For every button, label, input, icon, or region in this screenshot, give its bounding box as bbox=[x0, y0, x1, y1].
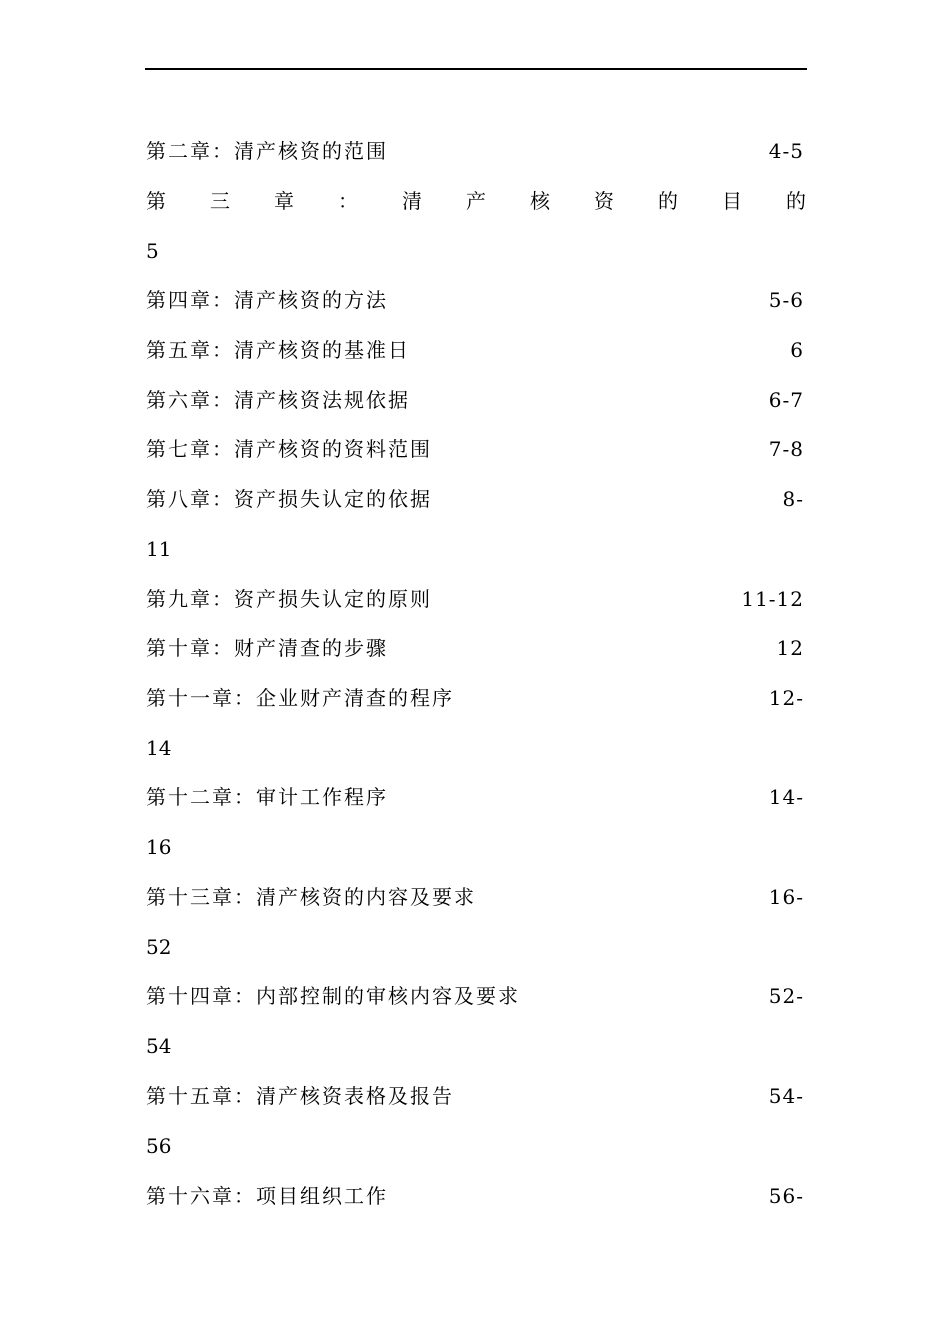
toc-entry-ch7[interactable] bbox=[146, 434, 806, 464]
toc-entry-ch15[interactable] bbox=[146, 1081, 806, 1111]
toc-entry-title: 第十六章：项目组织工作 bbox=[146, 1184, 388, 1208]
toc-entry-char: 的 bbox=[786, 189, 806, 213]
toc-entry-title: 第六章：清产核资法规依据 bbox=[146, 388, 410, 412]
toc-entry-page: 16- bbox=[768, 885, 804, 909]
toc-entry-page: 11-12 bbox=[741, 587, 804, 611]
toc-entry-ch6[interactable] bbox=[146, 385, 806, 415]
toc-entry-page: 8- bbox=[782, 487, 804, 511]
toc-entry-page: 56- bbox=[768, 1184, 804, 1208]
toc-entry-title: 第八章：资产损失认定的依据 bbox=[146, 487, 432, 511]
toc-entry-title: 第十五章：清产核资表格及报告 bbox=[146, 1084, 454, 1108]
toc-entry-ch5[interactable] bbox=[146, 335, 806, 365]
header-rule bbox=[145, 68, 807, 70]
toc-entry-ch4[interactable] bbox=[146, 285, 806, 315]
toc-entry-page: 6-7 bbox=[768, 388, 804, 412]
toc-entry-ch3[interactable] bbox=[146, 186, 806, 216]
toc-entry-ch14[interactable] bbox=[146, 981, 806, 1011]
toc-entry-char: ： bbox=[338, 189, 358, 213]
toc-entry-char: 资 bbox=[594, 189, 614, 213]
toc-entry-page: 5-6 bbox=[768, 288, 804, 312]
toc-entry-char: 的 bbox=[658, 189, 678, 213]
toc-entry-page: 6 bbox=[790, 338, 804, 362]
toc-entry-ch12[interactable] bbox=[146, 782, 806, 812]
toc-entry-title: 第十章：财产清查的步骤 bbox=[146, 636, 388, 660]
toc-entry-ch2[interactable] bbox=[146, 136, 806, 166]
toc-entry-title: 第十二章：审计工作程序 bbox=[146, 785, 388, 809]
toc-entry-char: 三 bbox=[210, 189, 230, 213]
toc-entry-page: 52- bbox=[768, 984, 804, 1008]
toc-entry-title: 第二章：清产核资的范围 bbox=[146, 139, 388, 163]
toc-entry-page: 7-8 bbox=[768, 437, 804, 461]
toc-entry-page-wrapped: 16 bbox=[146, 835, 172, 859]
toc-entry-title: 第四章：清产核资的方法 bbox=[146, 288, 388, 312]
toc-entry-page: 4-5 bbox=[768, 139, 804, 163]
toc-entry-page-wrapped: 52 bbox=[146, 935, 172, 959]
toc-entry-page-wrapped: 14 bbox=[146, 736, 172, 760]
toc-entry-char: 清 bbox=[402, 189, 422, 213]
toc-entry-page-wrapped: 56 bbox=[146, 1134, 172, 1158]
toc-entry-page: 12- bbox=[768, 686, 804, 710]
toc-entry-title: 第十三章：清产核资的内容及要求 bbox=[146, 885, 476, 909]
toc-entry-char: 产 bbox=[466, 189, 486, 213]
toc-entry-char: 章 bbox=[274, 189, 294, 213]
toc-entry-title: 第九章：资产损失认定的原则 bbox=[146, 587, 432, 611]
toc-entry-ch8[interactable] bbox=[146, 484, 806, 514]
toc-entry-title: 第五章：清产核资的基准日 bbox=[146, 338, 410, 362]
toc-entry-title: 第十一章：企业财产清查的程序 bbox=[146, 686, 454, 710]
toc-entry-page: 14- bbox=[768, 785, 804, 809]
toc-entry-title: 第十四章：内部控制的审核内容及要求 bbox=[146, 984, 520, 1008]
toc-entry-title: 第七章：清产核资的资料范围 bbox=[146, 437, 432, 461]
toc-entry-page: 54- bbox=[768, 1084, 804, 1108]
toc-entry-page-wrapped: 5 bbox=[146, 239, 159, 263]
toc-entry-page-wrapped: 11 bbox=[146, 537, 172, 561]
toc-entry-char: 目 bbox=[722, 189, 742, 213]
toc-entry-ch16[interactable] bbox=[146, 1181, 806, 1211]
toc-entry-ch9[interactable] bbox=[146, 584, 806, 614]
toc-entry-char: 第 bbox=[146, 189, 166, 213]
toc-entry-page-wrapped: 54 bbox=[146, 1034, 172, 1058]
toc-entry-char: 核 bbox=[530, 189, 550, 213]
toc-entry-ch13[interactable] bbox=[146, 882, 806, 912]
toc-entry-ch11[interactable] bbox=[146, 683, 806, 713]
toc-entry-ch10[interactable] bbox=[146, 633, 806, 663]
toc-entry-page: 12 bbox=[776, 636, 804, 660]
